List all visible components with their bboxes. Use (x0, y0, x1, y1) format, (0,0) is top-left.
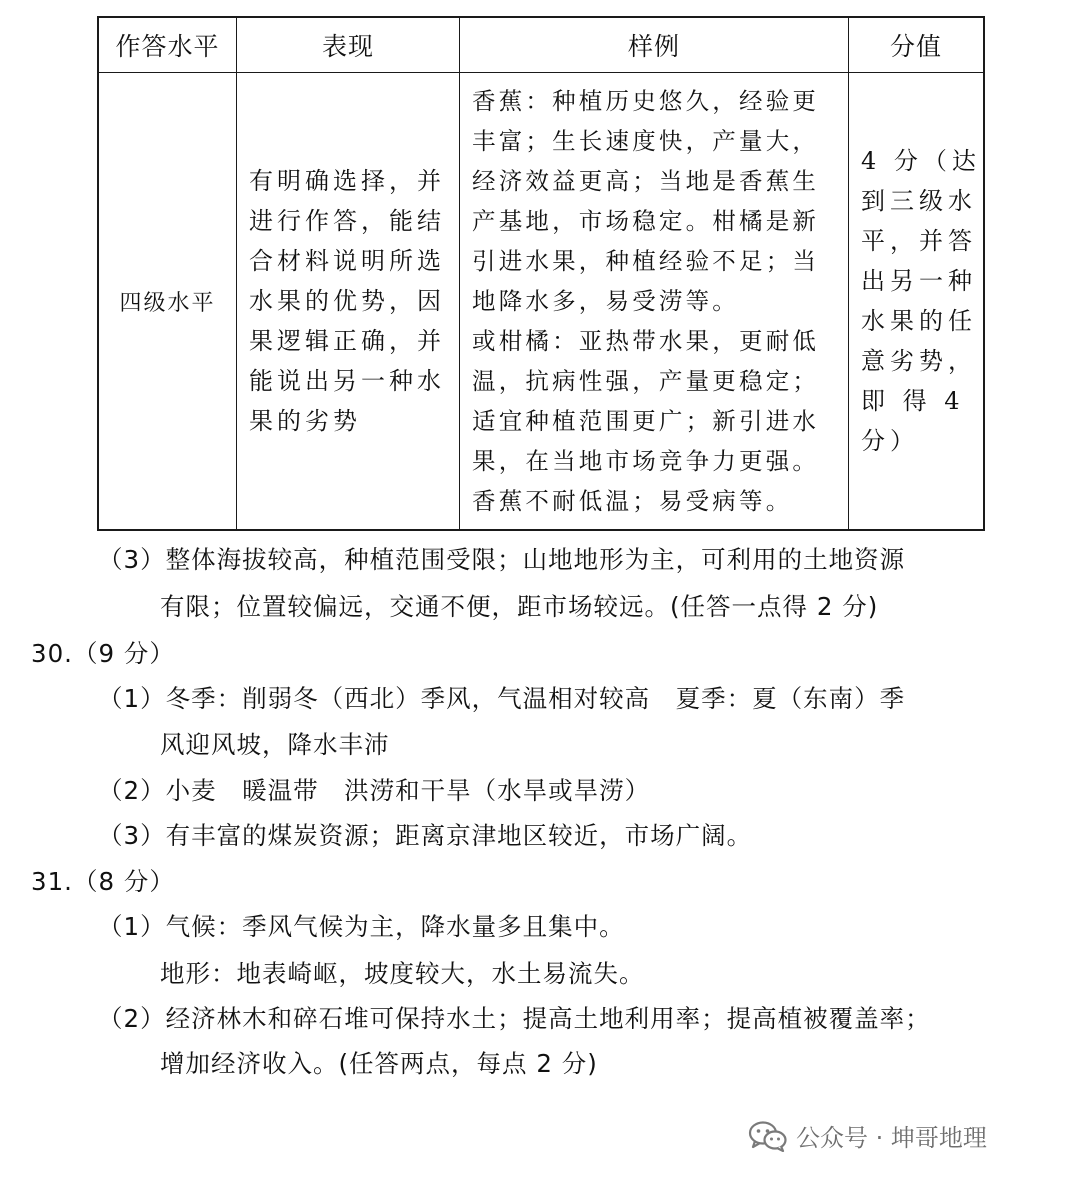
score-line: 即 得 4 (861, 387, 965, 415)
sample-line: 产基地，市场稳定。柑橘是新 (472, 207, 820, 235)
q30-part1-line1: （1）冬季：削弱冬（西北）季风，气温相对较高 夏季：夏（东南）季 (98, 684, 906, 713)
sample-line: 果，在当地市场竞争力更强。 (472, 447, 820, 475)
watermark (748, 1118, 987, 1153)
score-cell (849, 73, 983, 529)
q31-part2-line2: 增加经济收入。(任答两点，每点 2 分) (160, 1049, 598, 1078)
score-line: 分） (861, 427, 919, 455)
performance-line: 果的劣势 (249, 407, 361, 435)
watermark-text: 公众号 · 坤哥地理 (796, 1124, 987, 1152)
performance-line: 合材料说明所选 (249, 247, 445, 275)
q31-title: 31.（8 分） (31, 867, 175, 896)
score-line: 4 分（达 (861, 147, 981, 175)
score-line: 意劣势， (861, 347, 977, 375)
sample-line: 地降水多，易受涝等。 (472, 287, 739, 315)
score-line: 平，并答 (861, 227, 977, 255)
wechat-icon (748, 1120, 788, 1152)
q30-part3: （3）有丰富的煤炭资源；距离京津地区较近，市场广阔。 (98, 821, 753, 850)
sample-line: 丰富；生长速度快，产量大， (472, 127, 820, 155)
q30-title: 30.（9 分） (31, 639, 175, 668)
sample-line: 香蕉：种植历史悠久，经验更 (472, 87, 820, 115)
q31-part1-line1: （1）气候：季风气候为主，降水量多且集中。 (98, 912, 625, 941)
sample-line: 引进水果，种植经验不足；当 (472, 247, 820, 275)
q31-part1-line2: 地形：地表崎岖，坡度较大，水土易流失。 (160, 959, 645, 988)
q30-part1-line2: 风迎风坡，降水丰沛 (160, 730, 390, 759)
performance-line: 果逻辑正确，并 (249, 327, 445, 355)
q29-part3-line2: 有限；位置较偏远，交通不便，距市场较远。(任答一点得 2 分) (160, 592, 879, 621)
q31-part2-line1: （2）经济林木和碎石堆可保持水土；提高土地利用率；提高植被覆盖率； (98, 1004, 931, 1033)
sample-line: 或柑橘：亚热带水果，更耐低 (472, 327, 820, 355)
level-text: 四级水平 (119, 290, 216, 316)
header-score: 分值 (849, 18, 983, 73)
header-sample: 样例 (460, 18, 849, 73)
performance-line: 水果的优势，因 (249, 287, 445, 315)
rubric-table (97, 16, 985, 531)
score-line: 出另一种 (861, 267, 977, 295)
sample-cell (460, 73, 849, 529)
q30-part2: （2）小麦 暖温带 洪涝和干旱（水旱或旱涝） (98, 776, 651, 805)
header-level: 作答水平 (99, 18, 237, 73)
performance-line: 有明确选择，并 (249, 167, 445, 195)
q29-part3-line1: （3）整体海拔较高，种植范围受限；山地地形为主，可利用的土地资源 (98, 545, 906, 574)
level-cell (99, 73, 237, 529)
score-line: 到三级水 (861, 187, 977, 215)
sample-line: 经济效益更高；当地是香蕉生 (472, 167, 820, 195)
performance-line: 能说出另一种水 (249, 367, 445, 395)
performance-cell (237, 73, 460, 529)
header-performance: 表现 (237, 18, 460, 73)
sample-line: 香蕉不耐低温；易受病等。 (472, 487, 793, 515)
performance-line: 进行作答，能结 (249, 207, 445, 235)
sample-line: 温，抗病性强，产量更稳定； (472, 367, 820, 395)
score-line: 水果的任 (861, 307, 977, 335)
sample-line: 适宜种植范围更广；新引进水 (472, 407, 820, 435)
